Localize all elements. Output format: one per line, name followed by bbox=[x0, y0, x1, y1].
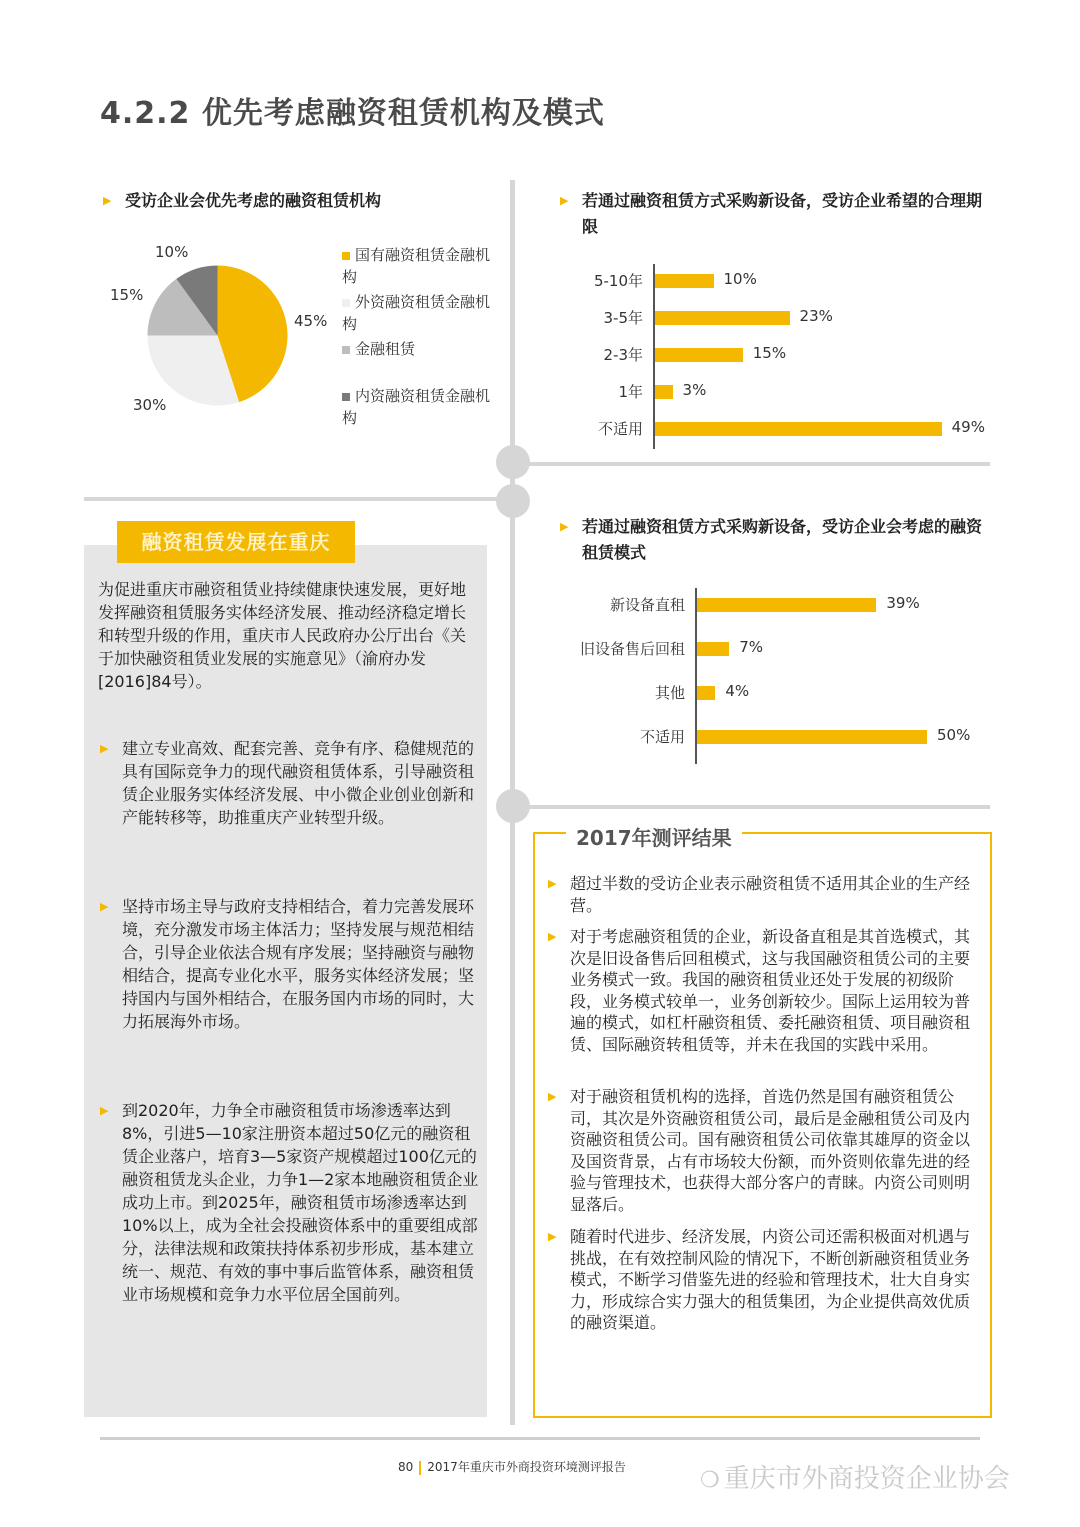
pie-heading-text: 受访企业会优先考虑的融资租赁机构 bbox=[125, 191, 382, 210]
pie-chart bbox=[140, 258, 295, 413]
page-title: 4.2.2 优先考虑融资租赁机构及模式 bbox=[100, 96, 605, 131]
bar-value-label: 50% bbox=[937, 726, 971, 744]
bar-value-label: 23% bbox=[799, 307, 833, 325]
divider-dot bbox=[496, 789, 530, 823]
pie-section-heading bbox=[103, 188, 445, 214]
bar-chart-2 bbox=[540, 596, 990, 771]
bar-chart-1 bbox=[540, 272, 990, 452]
result-title: 2017年测评结果 bbox=[566, 822, 742, 851]
bar-value-label: 39% bbox=[886, 594, 920, 612]
bar-mark bbox=[655, 385, 673, 399]
bar-value-label: 4% bbox=[725, 682, 750, 700]
legend-item: 外资融资租赁金融机构 bbox=[342, 293, 491, 333]
bar-mark bbox=[655, 311, 790, 325]
bar-mark bbox=[697, 730, 927, 744]
bar-category-label: 新设备直租 bbox=[609, 596, 685, 614]
footer bbox=[398, 1458, 626, 1475]
bar-value-label: 7% bbox=[739, 638, 763, 656]
chongqing-bullet-2: ▶ 坚持市场主导与政府支持相结合，着力完善发展环境，充分激发市场主体活力；坚持发展与规范相结合，引导企业依法合规有序发展；坚持融资与融物相结合，提高专业化水平，服务实体经济发展；坚持国内与国外相结合，在服务国内市场的同时，大力拓展海外市场。 bbox=[100, 897, 475, 1031]
bar-axis bbox=[695, 588, 697, 764]
bar-category-label: 5-10年 bbox=[593, 272, 643, 290]
bar-mark bbox=[655, 422, 942, 436]
result-bullet-4: ▶ 随着时代进步、经济发展，内资公司还需积极面对机遇与挑战，在有效控制风险的情况下，不断创新融资租赁业务模式，不断学习借鉴先进的经验和管理技术，壮大自身实力，形成综合实力强大的租赁集团，为企业提供高效优质的融资渠道。 bbox=[548, 1227, 971, 1332]
bar-category-label: 1年 bbox=[618, 383, 643, 401]
legend-item: 内资融资租赁金融机构 bbox=[342, 387, 491, 427]
page-number: 80 bbox=[398, 1460, 414, 1474]
bar-mark bbox=[655, 348, 743, 362]
horizontal-divider-left bbox=[84, 497, 510, 501]
pie-label-10: 10% bbox=[155, 243, 189, 261]
triangle-bullet-icon: ▶ bbox=[103, 194, 112, 207]
bar1-section-heading bbox=[560, 188, 987, 240]
legend-swatch bbox=[342, 393, 350, 401]
footer-divider bbox=[100, 1437, 980, 1440]
bar2-section-heading bbox=[560, 514, 987, 566]
triangle-bullet-icon: ▶ bbox=[100, 742, 109, 755]
horizontal-divider-right bbox=[515, 462, 990, 466]
bar-category-label: 旧设备售后回租 bbox=[579, 640, 685, 658]
pie-label-30: 30% bbox=[133, 396, 167, 414]
bar-value-label: 3% bbox=[682, 381, 707, 399]
horizontal-divider-right-2 bbox=[515, 805, 990, 809]
bar-category-label: 3-5年 bbox=[603, 309, 643, 327]
triangle-bullet-icon: ▶ bbox=[548, 1090, 557, 1103]
bar-category-label: 不适用 bbox=[597, 420, 643, 438]
result-bullet-1: ▶ 超过半数的受访企业表示融资租赁不适用其企业的生产经营。 bbox=[548, 874, 971, 915]
chongqing-bullet-3: ▶ 到2020年，力争全市融资租赁市场渗透率达到8%，引进5—10家注册资本超过50亿元的融资租赁企业落户，培育3—5家资产规模超过100亿元的融资租赁龙头企业，力争1—2家本地融资租赁企业成功上市。到2025年，融资租赁市场渗透率达到10%以上，成为全社会投融资体系中的重要组成部分，法律法规和政策扶持体系初步形成，基本建立统一、规范、有效的事中事后监管体系，融资租赁业市场规模和竞争力水平位居全国前列。 bbox=[100, 1101, 479, 1304]
bar-category-label: 不适用 bbox=[639, 728, 685, 746]
legend-swatch bbox=[342, 346, 350, 354]
divider-dot bbox=[496, 445, 530, 479]
report-name: 2017年重庆市外商投资环境测评报告 bbox=[427, 1460, 626, 1474]
bar-axis bbox=[653, 264, 655, 449]
bar-value-label: 10% bbox=[723, 270, 757, 288]
bar-category-label: 2-3年 bbox=[603, 346, 643, 364]
triangle-bullet-icon: ▶ bbox=[100, 900, 109, 913]
legend-swatch bbox=[342, 299, 350, 307]
triangle-bullet-icon: ▶ bbox=[100, 1104, 109, 1117]
pie-legend bbox=[342, 244, 492, 429]
triangle-bullet-icon: ▶ bbox=[560, 520, 569, 533]
divider-dot bbox=[496, 484, 530, 518]
bar-value-label: 49% bbox=[951, 418, 985, 436]
chongqing-tag: 融资租赁发展在重庆 bbox=[117, 521, 355, 563]
chongqing-intro: 为促进重庆市融资租赁业持续健康快速发展，更好地发挥融资租赁服务实体经济发展、推动经济稳定增长和转型升级的作用，重庆市人民政府办公厅出台《关于加快融资租赁业发展的实施意见》（渝府办发[2016]84号）。 bbox=[98, 580, 467, 691]
footer-separator bbox=[419, 1461, 421, 1475]
bar-mark bbox=[697, 686, 715, 700]
bar-value-label: 15% bbox=[752, 344, 787, 362]
triangle-bullet-icon: ▶ bbox=[560, 194, 569, 207]
bar-mark bbox=[697, 642, 729, 656]
result-bullet-2: ▶ 对于考虑融资租赁的企业，新设备直租是其首选模式，其次是旧设备售后回租模式，这与我国融资租赁公司的主要业务模式一致。我国的融资租赁业还处于发展的初级阶段，业务模式较单一，业务创新较少。国际上运用较为普遍的模式，如杠杆融资租赁、委托融资租赁、项目融资租赁、国际融资转租赁等，并未在我国的实践中采用。 bbox=[548, 927, 971, 1054]
legend-item: 金融租赁 bbox=[342, 338, 492, 360]
bar-category-label: 其他 bbox=[654, 684, 685, 702]
bar2-heading-text: 若通过融资租赁方式采购新设备，受访企业会考虑的融资租赁模式 bbox=[582, 517, 983, 562]
legend-item: 国有融资租赁金融机构 bbox=[342, 246, 491, 286]
result-bullet-3: ▶ 对于融资租赁机构的选择，首选仍然是国有融资租赁公司，其次是外资融资租赁公司，最后是金融租赁公司及内资融资租赁公司。国有融资租赁公司依靠其雄厚的资金以及国资背景，占有市场较大份额，而外资则依靠先进的经验与管理技术，也获得大部分客户的青睐。内资公司则明显落后。 bbox=[548, 1087, 971, 1214]
pie-label-45: 45% bbox=[294, 312, 328, 330]
watermark: ❍ 重庆市外商投资企业协会 bbox=[700, 1464, 1010, 1494]
bar-mark bbox=[655, 274, 714, 288]
legend-swatch bbox=[342, 252, 350, 260]
triangle-bullet-icon: ▶ bbox=[548, 930, 557, 943]
wechat-icon: ❍ bbox=[700, 1468, 720, 1493]
chongqing-bullet-1: ▶ 建立专业高效、配套完善、竞争有序、稳健规范的具有国际竞争力的现代融资租赁体系，引导融资租赁企业服务实体经济发展、中小微企业创业创新和产能转移等，助推重庆产业转型升级。 bbox=[100, 739, 475, 827]
bar-mark bbox=[697, 598, 876, 612]
triangle-bullet-icon: ▶ bbox=[548, 877, 557, 890]
bar1-heading-text: 若通过融资租赁方式采购新设备，受访企业希望的合理期限 bbox=[582, 191, 983, 236]
pie-label-15: 15% bbox=[110, 286, 144, 304]
triangle-bullet-icon: ▶ bbox=[548, 1230, 557, 1243]
